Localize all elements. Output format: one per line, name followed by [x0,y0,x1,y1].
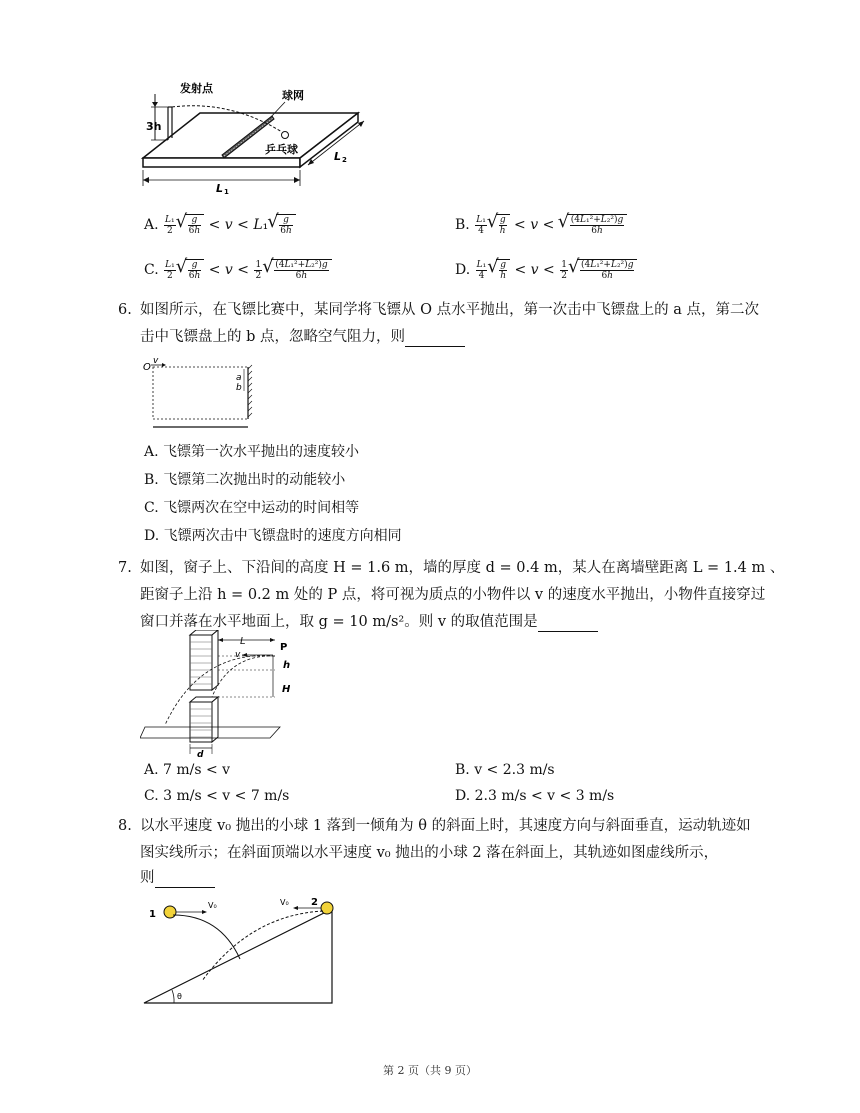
q6-option-d[interactable]: D. 飞镖两次击中飞镖盘时的速度方向相同 [144,528,402,544]
q7-text-line3: 窗口并落在水平地面上，取 g = 10 m/s²。则 v 的取值范围是 [140,612,598,632]
q7-answer-blank[interactable] [538,617,598,632]
window-figure [140,630,290,758]
q6-option-c[interactable]: C. 飞镖两次在空中运动的时间相等 [144,500,360,516]
q8-text-line2: 图实线所示；在斜面顶端以水平速度 v₀ 抛出的小球 2 落在斜面上，其轨迹如图虚线所示， [140,845,719,861]
q5-option-a[interactable]: A. $\frac{\text{L₁}}{2}$ √ $\frac{g}{6h}$ < v < L₁ √ $\frac{g}{6h}$ [144,214,296,236]
q6-number: 6. [118,302,132,318]
q5-option-c[interactable]: C. $\frac{\text{L₁}}{2}$ √ $\frac{g}{6h}$ < v < $\frac{1}{2}$ √ $\frac{\text{(4L₁²+L₂²)g}}{6h}$ [144,259,332,281]
H-label: H [282,684,290,695]
launch-label: 发射点 [180,82,213,95]
q7-option-c[interactable]: C. 3 m/s < v < 7 m/s [144,788,290,804]
table-tennis-figure [140,80,370,195]
ball2-label: 2 [311,897,318,908]
q5-option-d[interactable]: D. $\frac{\text{L₁}}{4}$ √ $\frac{g}{h}$ < v < $\frac{1}{2}$ √ $\frac{\text{(4L₁²+L₂²)g}}{6h}$ [455,259,637,281]
d-label: d [197,750,204,758]
h-label: h [283,660,290,671]
q7-option-a[interactable]: A. 7 m/s < v [144,762,231,778]
q7-option-b[interactable]: B. v < 2.3 m/s [455,762,555,778]
ball-label: 乒乓球 [265,143,298,156]
l1-sub: 1 [224,188,229,195]
theta-label: θ [177,992,182,1001]
q8-text-line1: 以水平速度 v₀ 抛出的小球 1 落到一倾角为 θ 的斜面上时，其速度方向与斜面垂直，运动轨迹如 [140,818,751,834]
q6-option-b[interactable]: B. 飞镖第二次抛出时的动能较小 [144,472,346,488]
q6-option-a[interactable]: A. 飞镖第一次水平抛出的速度较小 [144,444,360,460]
l2-sub: 2 [342,156,347,164]
ball1-label: 1 [149,909,156,920]
q8-number: 8. [118,818,132,834]
a-label: a [236,373,242,383]
q7-text-line2: 距窗子上沿 h = 0.2 m 处的 P 点，将可视为质点的小物件以 v 的速度水平抛出，小物件直接穿过 [140,587,766,603]
l1-label: L [216,182,224,195]
v2-label: V₀ [280,898,289,907]
v-label: v [153,356,159,366]
o-label: O [143,362,151,373]
q7-text-line1: 如图，窗子上、下沿间的高度 H = 1.6 m，墙的厚度 d = 0.4 m，某人在离墙壁距离 L = 1.4 m 、 [140,560,785,576]
p-label: P [280,642,288,653]
dart-figure [140,355,265,430]
q5-option-b[interactable]: B. $\frac{\text{L₁}}{4}$ √ $\frac{g}{h}$ < v < √ $\frac{\text{(4L₁²+L₂²)g}}{6h}$ [455,214,627,236]
q7-option-d[interactable]: D. 2.3 m/s < v < 3 m/s [455,788,615,804]
q8-answer-blank[interactable] [155,873,215,888]
q6-text-line1: 如图所示，在飞镖比赛中，某同学将飞镖从 O 点水平抛出，第一次击中飞镖盘上的 a 点，第二次 [140,302,759,318]
net-label: 球网 [282,89,304,102]
height-label: 3h [146,120,162,133]
page-footer: 第 2 页（共 9 页） [383,1064,477,1077]
q6-text-line2: 击中飞镖盘上的 b 点，忽略空气阻力，则 [140,327,465,347]
l2-label: L [334,150,342,163]
l-label: L [240,636,246,647]
q6-answer-blank[interactable] [405,332,465,347]
v-label-7: v [235,650,241,660]
b-label: b [236,383,242,393]
q7-number: 7. [118,560,132,576]
q8-text-line3: 则 [140,868,215,888]
v1-label: V₀ [208,901,217,910]
incline-figure [140,895,340,1007]
